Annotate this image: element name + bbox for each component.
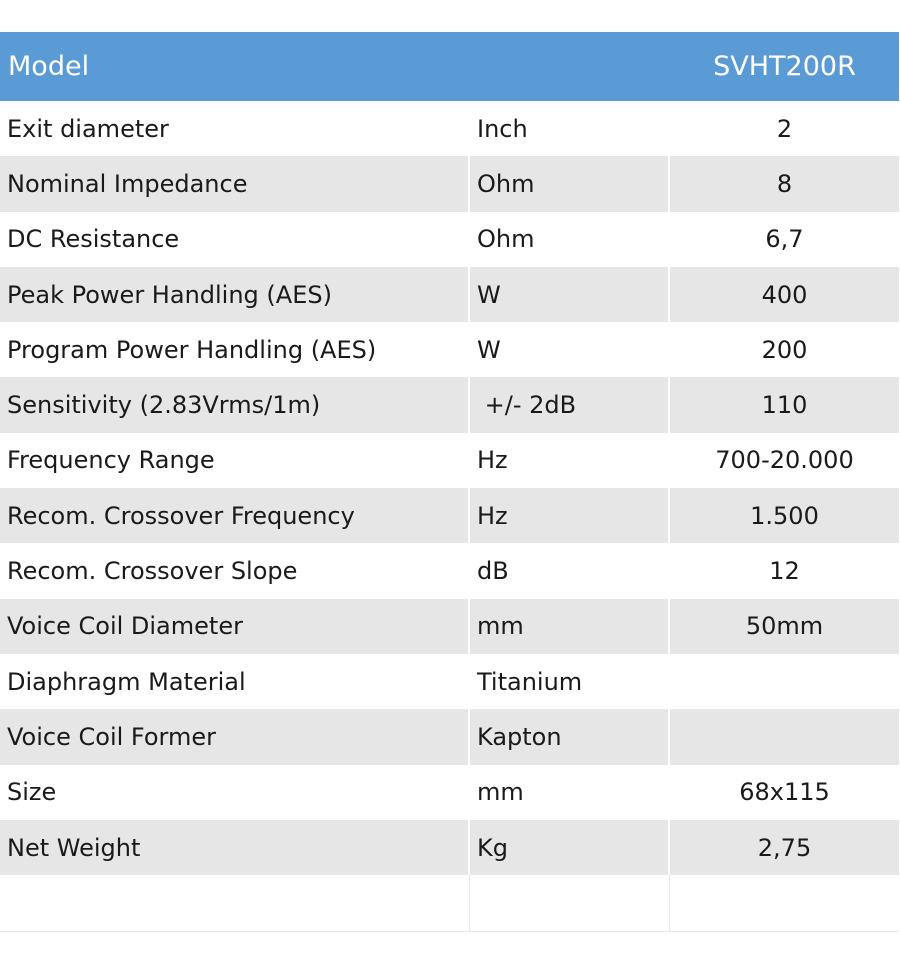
spec-value: 12 (769, 557, 800, 586)
spec-value: 400 (761, 280, 808, 309)
spec-unit: W (470, 322, 670, 377)
spec-value (670, 709, 899, 764)
table-row (0, 377, 899, 432)
table-row (0, 543, 899, 598)
spec-unit: W (470, 267, 670, 322)
table-row (0, 820, 899, 875)
spec-unit: Ohm (470, 212, 670, 267)
spec-value (670, 654, 899, 709)
spec-unit: Hz (470, 433, 670, 488)
table-row (0, 101, 899, 156)
spec-value: 110 (761, 391, 808, 420)
spec-value: 50mm (745, 612, 824, 641)
header-model-value: SVHT200R (713, 51, 856, 82)
table-row (0, 322, 899, 377)
spec-name: Diaphragm Material (0, 654, 470, 709)
spec-unit: +/- 2dB (470, 377, 670, 432)
table-row (0, 599, 899, 654)
table-row (0, 709, 899, 764)
spec-unit: Kg (470, 820, 670, 875)
spec-name: Voice Coil Former (0, 709, 470, 764)
spec-name: Nominal Impedance (0, 156, 470, 211)
spec-value: 1.500 (750, 501, 819, 530)
empty-row (0, 875, 899, 932)
empty-cell (0, 875, 470, 931)
spec-value: 2 (776, 114, 793, 143)
spec-value: 6,7 (765, 225, 804, 254)
spec-unit: mm (470, 599, 670, 654)
spec-name: Recom. Crossover Frequency (0, 488, 470, 543)
spec-name: Size (0, 765, 470, 820)
spec-unit: dB (470, 543, 670, 598)
spec-name: DC Resistance (0, 212, 470, 267)
spec-table (0, 32, 899, 932)
table-row (0, 433, 899, 488)
table-row (0, 212, 899, 267)
table-row (0, 654, 899, 709)
table-row (0, 488, 899, 543)
spec-value: 200 (761, 335, 808, 364)
table-row (0, 267, 899, 322)
spec-name: Program Power Handling (AES) (0, 322, 470, 377)
spec-name: Exit diameter (0, 101, 470, 156)
spec-unit: Inch (470, 101, 670, 156)
spec-value: 700-20.000 (715, 446, 854, 475)
spec-name: Frequency Range (0, 433, 470, 488)
spec-unit: Ohm (470, 156, 670, 211)
spec-name: Voice Coil Diameter (0, 599, 470, 654)
spec-name: Net Weight (0, 820, 470, 875)
table-row (0, 765, 899, 820)
spec-unit: Titanium (470, 654, 670, 709)
table-row (0, 156, 899, 211)
spec-name: Recom. Crossover Slope (0, 543, 470, 598)
header-label: Model (8, 51, 90, 82)
spec-value: 8 (776, 169, 793, 198)
spec-unit: Hz (470, 488, 670, 543)
spec-name: Sensitivity (2.83Vrms/1m) (0, 377, 470, 432)
empty-cell (670, 875, 899, 931)
spec-value: 2,75 (757, 833, 812, 862)
empty-cell (470, 875, 670, 931)
spec-name: Peak Power Handling (AES) (0, 267, 470, 322)
spec-value: 68x115 (739, 778, 830, 807)
table-header (0, 32, 899, 101)
spec-unit: mm (470, 765, 670, 820)
spec-unit: Kapton (470, 709, 670, 764)
